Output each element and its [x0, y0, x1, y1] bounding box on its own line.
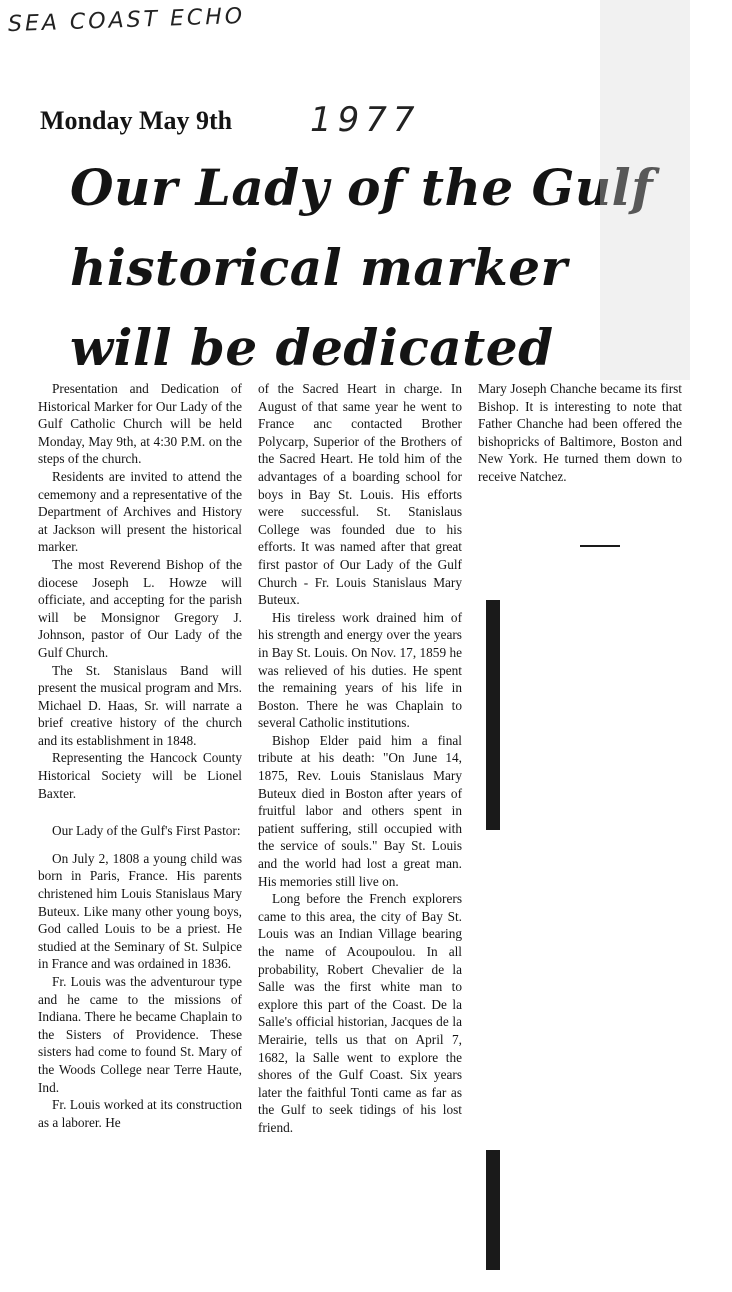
article-column-1	[38, 380, 242, 1131]
paragraph: On July 2, 1808 a young child was born in Paris, France. His parents christened him Louis Stanislaus Mary Buteux. Like many other young boys, God called Louis to be a priest. He studied at the Seminary of St. Sulpice in France and was ordained in 1836.	[38, 850, 242, 972]
paragraph: Representing the Hancock County Historical Society will be Lionel Baxter.	[38, 750, 242, 801]
paragraph: The St. Stanislaus Band will present the musical program and Mrs. Michael D. Haas, Sr. will narrate a brief creative history of the church and its establishment in 1848.	[38, 662, 242, 748]
paragraph: His tireless work drained him of his strength and energy over the years in Bay St. Louis. On Nov. 17, 1859 he was relieved of his duties. He spent the remaining years of his life in Boston. There he was Chaplain to several Catholic institutions.	[258, 609, 462, 731]
source-handwritten-note: SEA COAST ECHO	[7, 3, 246, 38]
section-subhead: Our Lady of the Gulf's First Pastor:	[52, 823, 241, 839]
paragraph: Mary Joseph Chanche became its first Bishop. It is interesting to note that Father Chanche had been offered the bishopricks of Baltimore, Boston and New York. He turned them down to receive Natchez.	[478, 381, 682, 484]
article-column-3	[478, 380, 682, 486]
paragraph: Residents are invited to attend the cememony and a representative of the Department of Archives and History at Jackson will present the historical marker.	[38, 468, 242, 555]
paragraph: The most Reverend Bishop of the diocese Joseph L. Howze will officiate, and accepting for the parish will be Monsignor Gregory J. Johnson, pastor of Our Lady of the Gulf Church.	[38, 556, 242, 660]
headline	[70, 148, 670, 388]
scan-artifact	[486, 1150, 500, 1270]
scan-artifact	[486, 600, 500, 830]
paragraph: Bishop Elder paid him a final tribute at his death: "On June 14, 1875, Rev. Louis Stanislaus Mary Buteux died in Boston after years of fruitful labor and others spent in patient suffering, still occupied with the service of souls." Bay St. Louis and the world had lost a great man. His memories still live on.	[258, 732, 462, 889]
clipping-edge	[0, 1276, 732, 1292]
scan-artifact	[580, 545, 620, 547]
article-column-2	[258, 380, 462, 1137]
dateline: Monday May 9th	[40, 106, 233, 135]
paragraph: Presentation and Dedication of Historical Marker for Our Lady of the Gulf Catholic Church will be held Monday, May 9th, at 4:30 P.M. on the steps of the church.	[38, 381, 242, 467]
paragraph: of the Sacred Heart in charge. In August of that same year he went to France anc contacted Brother Polycarp, Superior of the Brothers of the Sacred Heart. He told him of the advantages of a boarding school for boys in Bay St. Louis. His efforts were successful. St. Stanislaus College was founded due to his efforts. It was named after that great first pastor of Our Lady of the Gulf Church - Fr. Louis Stanislaus Mary Buteux.	[258, 381, 462, 608]
paragraph: Fr. Louis was the adventurour type and he came to the missions of Indiana. There he became Chaplain to the Sisters of Providence. These sisters had come to found St. Mary of the Woods College near Terre Haute, Ind.	[38, 974, 242, 1095]
headline-line-2: historical marker	[70, 238, 568, 297]
headline-line-3: will be dedicated	[70, 318, 554, 377]
year-handwritten-note: 1977	[310, 100, 421, 140]
paragraph: Long before the French explorers came to this area, the city of Bay St. Louis was an Indian Village bearing the name of Acoupoulou. In all probability, Robert Chevalier de la Salle was the first white man to explore this part of the Coast. De la Salle's official historian, Jacques de la Merairie, tells us that on April 7, 1682, la Salle went to explore the shores of the Gulf Coast. Six years later the faithful Tonti came as far as the Gulf to seek tidings of his lost friend.	[258, 891, 462, 1135]
paragraph: Fr. Louis worked at its construction as a laborer. He	[38, 1097, 242, 1130]
headline-line-1: Our Lady of the Gulf	[70, 158, 654, 217]
scan-artifact	[600, 0, 690, 380]
